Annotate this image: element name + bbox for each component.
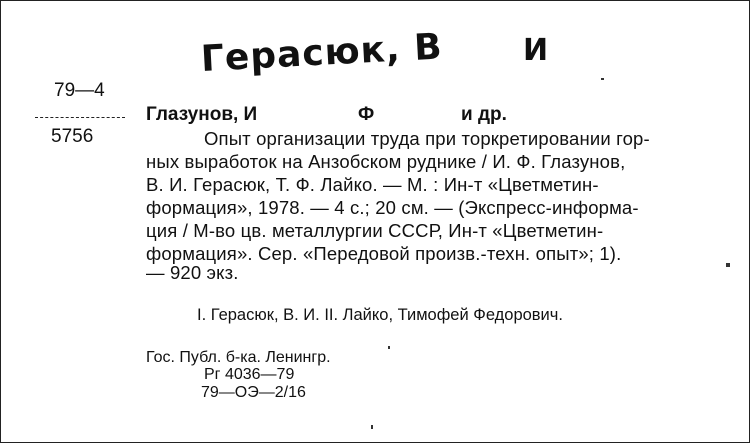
library-line: Рг 4036—79 <box>204 366 295 383</box>
library-line: Гос. Публ. б-ка. Ленингр. <box>146 349 331 366</box>
classification-code: 79—4 <box>54 80 105 101</box>
heading-initial: Ф <box>358 104 375 125</box>
heading-et-al: и др. <box>461 104 507 125</box>
handwritten-surname: Герасюк, В <box>199 26 444 80</box>
description-line: формация», 1978. — 4 с.; 20 см. — (Экспресс-информа- <box>146 197 639 218</box>
heading-author: Глазунов, И <box>146 104 258 125</box>
speck <box>388 346 390 349</box>
speck <box>601 78 604 80</box>
description-line: Опыт организации труда при торкретировании гор- <box>204 128 650 149</box>
description-line: формация». Сер. «Передовой произв.-техн. опыт»; 1). <box>146 243 622 264</box>
description-line: В. И. Герасюк, Т. Ф. Лайко. — М. : Ин-т «Цветметин- <box>146 174 599 195</box>
handwritten-initial: И <box>523 33 550 68</box>
description-line: ных выработок на Анзобском руднике / И. Ф. Глазунов, <box>146 151 626 172</box>
description-line: — 920 экз. <box>146 262 239 283</box>
library-line: 79—ОЭ—2/16 <box>201 384 306 401</box>
classification-divider <box>35 117 125 118</box>
classification-number: 5756 <box>51 126 94 147</box>
speck <box>726 263 730 267</box>
speck <box>371 425 373 429</box>
description-line: ция / М-во цв. металлургии СССР, Ин-т «Цветметин- <box>146 220 604 241</box>
tracing-line: I. Герасюк, В. И. II. Лайко, Тимофей Федорович. <box>197 306 563 324</box>
